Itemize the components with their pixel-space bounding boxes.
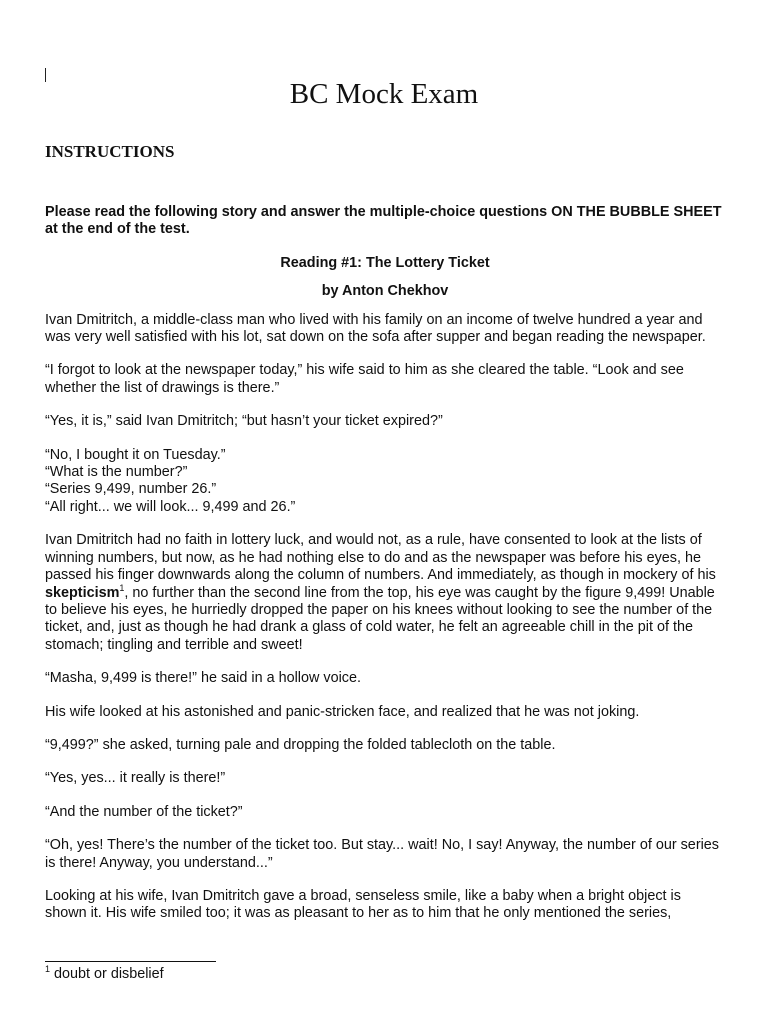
paragraph-text-before: Ivan Dmitritch had no faith in lottery luck, and would not, as a rule, have consented to look at the lists of winning numbers, but now, as he had nothing else to do and as the newspaper was before his eyes, he passed his finger downwards along the column of numbers. And immediately, as though in mockery of his: [45, 532, 716, 584]
footnote-divider: [45, 961, 216, 962]
page-title: BC Mock Exam: [289, 78, 479, 110]
dialogue-line-3: “Series 9,499, number 26.”: [45, 481, 217, 498]
story-paragraph-12: Looking at his wife, Ivan Dmitritch gave a broad, senseless smile, like a baby when a bright object is shown it. His wife smiled too; it was as pleasant to her as to him that he only mentioned the series,: [45, 887, 681, 922]
dialogue-line-2: “What is the number?”: [45, 464, 188, 481]
story-paragraph-6: “Masha, 9,499 is there!” he said in a hollow voice.: [45, 670, 361, 687]
story-paragraph-10: “And the number of the ticket?”: [45, 803, 243, 820]
footnote: [45, 966, 164, 983]
story-paragraph-11: “Oh, yes! There’s the number of the ticket too. But stay... wait! No, I say! Anyway, the number of our series is there! Anyway, you understand...”: [45, 837, 720, 871]
story-paragraph-8: “9,499?” she asked, turning pale and dropping the folded tablecloth on the table.: [45, 736, 556, 753]
story-paragraph-2: “I forgot to look at the newspaper today,” his wife said to him as she cleared the table. “Look and see whether the list of drawings is there.”: [45, 362, 684, 396]
footnote-text: doubt or disbelief: [50, 966, 164, 982]
reading-title: Reading #1: The Lottery Ticket: [280, 254, 490, 271]
dialogue-line-4: “All right... we will look... 9,499 and 26.”: [45, 498, 296, 515]
paragraph-text-after: , no further than the second line from the top, his eye was caught by the figure 9,499! Unable to believe his eyes, he hurriedly dropped the paper on his knees without looking to see the number of the ticket, and, just as though he had drank a glass of cold water, he felt an agreeable chill in the pit of the stomach; tingling and terrible and sweet!: [45, 584, 715, 653]
story-paragraph-3: “Yes, it is,” said Ivan Dmitritch; “but hasn’t your ticket expired?”: [45, 413, 443, 430]
story-paragraph-7: His wife looked at his astonished and panic-stricken face, and realized that he was not joking.: [45, 703, 640, 720]
story-paragraph-5: [45, 532, 725, 654]
footnote-reference: 1: [119, 582, 125, 593]
instructions-text: Please read the following story and answer the multiple-choice questions ON THE BUBBLE SHEET at the end of the test.: [45, 204, 722, 238]
instructions-heading: INSTRUCTIONS: [45, 142, 175, 161]
dialogue-line-1: “No, I bought it on Tuesday.”: [45, 446, 226, 463]
author-byline: by Anton Chekhov: [321, 283, 449, 300]
document-body: [45, 204, 725, 939]
story-paragraph-9: “Yes, yes... it really is there!”: [45, 770, 226, 787]
vocab-term: skepticism: [45, 584, 120, 601]
footnote-marker: 1: [45, 964, 51, 975]
story-paragraph-1: Ivan Dmitritch, a middle-class man who lived with his family on an income of twelve hundred a year and was very well satisfied with his lot, sat down on the sofa after supper and began reading the newspaper.: [45, 311, 706, 346]
